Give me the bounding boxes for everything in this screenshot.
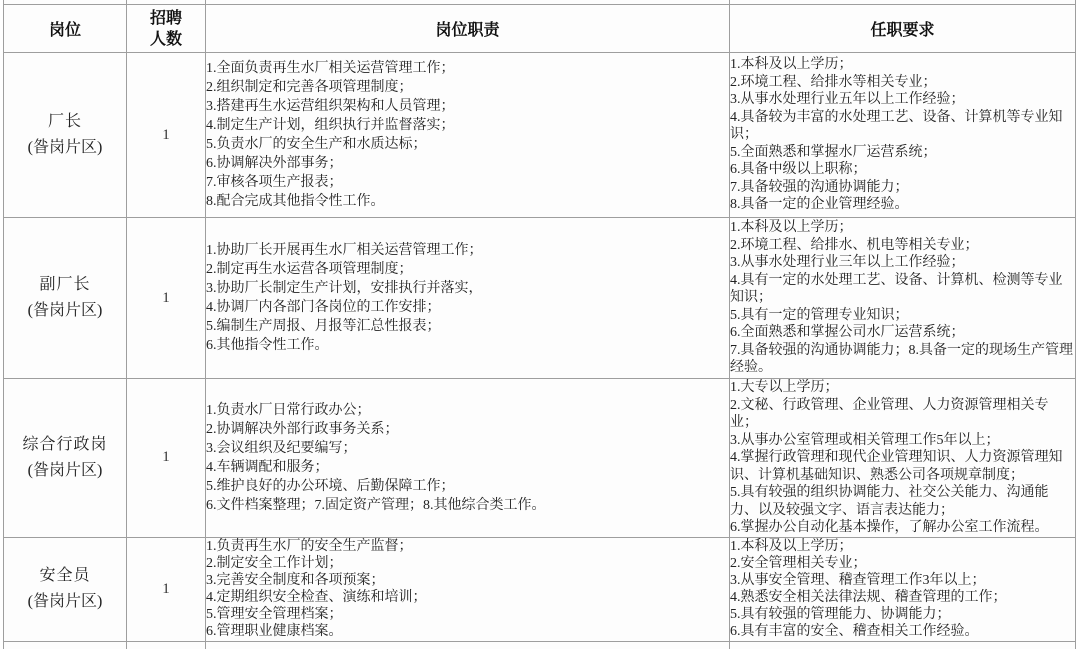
text-line: 7.具备较强的沟通协调能力；	[730, 179, 909, 195]
duties-cell	[206, 379, 730, 538]
position-name: 综合行政岗	[22, 435, 108, 453]
table-row	[4, 218, 1076, 379]
requirements-cell	[730, 218, 1076, 379]
recruit-count: 1	[127, 53, 206, 218]
position-area: (昝岗片区)	[27, 461, 103, 479]
text-line: 2.制定再生水运营各项管理制度；	[206, 262, 413, 277]
text-line: 3.会议组织及纪要编写；	[206, 440, 357, 456]
duties-cell	[206, 218, 730, 379]
text-line: 2.环境工程、给排水、机电等相关专业；	[730, 237, 979, 253]
text-line: 6.协调解决外部事务；	[206, 156, 343, 171]
text-line: 3.从事水处理行业三年以上工作经验；	[730, 255, 965, 271]
text-line: 2.安全管理相关专业；	[730, 556, 867, 571]
cropped-cell	[730, 641, 1076, 649]
text-line: 1.负责水厂日常行政办公；	[206, 402, 371, 418]
position-cell	[4, 537, 127, 641]
text-line: 6.具备中级以上职称；	[730, 162, 867, 178]
header-recruit-count	[127, 5, 206, 53]
requirements-cell	[730, 379, 1076, 538]
text-line: 1.本科及以上学历；	[730, 220, 853, 236]
text-line: 4.具有一定的水处理工艺、设备、计算机、检测等专业知识；	[730, 272, 1063, 306]
text-line: 8.具备一定的企业管理经验。	[730, 197, 909, 213]
text-line: 4.车辆调配和服务；	[206, 459, 329, 475]
text-line: 4.具备较为丰富的水处理工艺、设备、计算机等专业知识；	[730, 109, 1063, 143]
text-line: 人数	[149, 30, 182, 48]
text-line: 4.掌握行政管理和现代企业管理知识、人力资源管理知识、计算机基础知识、熟悉公司各项规章制度；	[730, 450, 1063, 483]
text-line: 4.协调厂内各部门各岗位的工作安排；	[206, 300, 441, 315]
position-name: 安全员	[39, 567, 91, 584]
text-line: 6.具有丰富的安全、稽查相关工作经验。	[730, 624, 979, 639]
text-line: 5.管理安全管理档案；	[206, 607, 343, 622]
header-requirements: 任职要求	[730, 5, 1076, 53]
text-line: 4.制定生产计划，组织执行并监督落实；	[206, 118, 455, 133]
position-area: (昝岗片区)	[27, 593, 103, 610]
recruit-count: 1	[127, 379, 206, 538]
recruitment-table	[3, 0, 1076, 649]
cropped-cell	[127, 641, 206, 649]
text-line: 2.环境工程、给排水等相关专业；	[730, 74, 937, 90]
cropped-cell	[4, 641, 127, 649]
text-line: 6.全面熟悉和掌握公司水厂运营系统；	[730, 325, 965, 341]
text-line: 2.制定安全工作计划；	[206, 556, 343, 571]
text-line: 5.具有较强的组织协调能力、社交公关能力、沟通能力、以及较强文字、语言表达能力；	[730, 485, 1049, 518]
position-area: (昝岗片区)	[27, 302, 103, 319]
text-line: 5.编制生产周报、月报等汇总性报表；	[206, 319, 441, 334]
text-line: 8.配合完成其他指令性工作。	[206, 194, 385, 209]
text-line: 6.文件档案整理；7.固定资产管理；8.其他综合类工作。	[206, 497, 546, 513]
text-line: 招聘	[149, 9, 182, 27]
text-line: 5.具有一定的管理专业知识；	[730, 307, 909, 323]
requirements-cell	[730, 537, 1076, 641]
text-line: 3.搭建再生水运营组织架构和人员管理；	[206, 99, 455, 114]
cropped-cell	[206, 641, 730, 649]
header-duties: 岗位职责	[206, 5, 730, 53]
text-line: 3.从事安全管理、稽查管理工作3年以上；	[730, 573, 986, 588]
text-line: 6.掌握办公自动化基本操作，了解办公室工作流程。	[730, 520, 1049, 535]
position-name: 厂长	[47, 113, 82, 130]
text-line: 1.大专以上学历；	[730, 380, 839, 395]
requirements-cell	[730, 53, 1076, 218]
text-line: 4.定期组织安全检查、演练和培训；	[206, 590, 427, 605]
text-line: 3.完善安全制度和各项预案；	[206, 573, 385, 588]
text-line: 1.负责再生水厂的安全生产监督；	[206, 539, 413, 554]
position-cell	[4, 218, 127, 379]
text-line: 6.管理职业健康档案。	[206, 624, 343, 639]
table-row	[4, 379, 1076, 538]
text-line: 1.全面负责再生水厂相关运营管理工作；	[206, 61, 455, 76]
text-line: 5.负责水厂的安全生产和水质达标；	[206, 137, 427, 152]
text-line: 4.熟悉安全相关法律法规、稽查管理的工作；	[730, 590, 1007, 605]
position-cell	[4, 379, 127, 538]
position-cell	[4, 53, 127, 218]
table-header-row	[4, 5, 1076, 53]
recruit-count: 1	[127, 537, 206, 641]
text-line: 5.全面熟悉和掌握水厂运营系统；	[730, 144, 937, 160]
duties-cell	[206, 53, 730, 218]
position-name: 副厂长	[39, 276, 91, 293]
text-line: 1.本科及以上学历；	[730, 57, 853, 73]
text-line: 2.文秘、行政管理、企业管理、人力资源管理相关专业；	[730, 397, 1049, 430]
text-line: 1.本科及以上学历；	[730, 539, 853, 554]
text-line: 2.协调解决外部行政事务关系；	[206, 421, 399, 437]
text-line: 1.协助厂长开展再生水厂相关运营管理工作；	[206, 243, 483, 258]
position-area: (昝岗片区)	[27, 139, 103, 156]
text-line: 6.其他指令性工作。	[206, 338, 329, 353]
table-row	[4, 53, 1076, 218]
cropped-row-bottom	[4, 641, 1076, 649]
text-line: 7.具备较强的沟通协调能力；8.具备一定的现场生产管理经验。	[730, 342, 1073, 376]
text-line: 5.具有较强的管理能力、协调能力；	[730, 607, 951, 622]
text-line: 2.组织制定和完善各项管理制度；	[206, 80, 413, 95]
header-recruit-count-lines	[127, 8, 205, 50]
table-row	[4, 537, 1076, 641]
text-line: 3.从事水处理行业五年以上工作经验；	[730, 92, 965, 108]
text-line: 5.维护良好的办公环境、后勤保障工作；	[206, 478, 455, 494]
text-line: 3.协助厂长制定生产计划，安排执行并落实，	[206, 281, 483, 296]
header-position: 岗位	[4, 5, 127, 53]
recruit-count: 1	[127, 218, 206, 379]
text-line: 3.从事办公室管理或相关管理工作5年以上；	[730, 432, 1000, 448]
duties-cell	[206, 537, 730, 641]
text-line: 7.审核各项生产报表；	[206, 175, 343, 190]
